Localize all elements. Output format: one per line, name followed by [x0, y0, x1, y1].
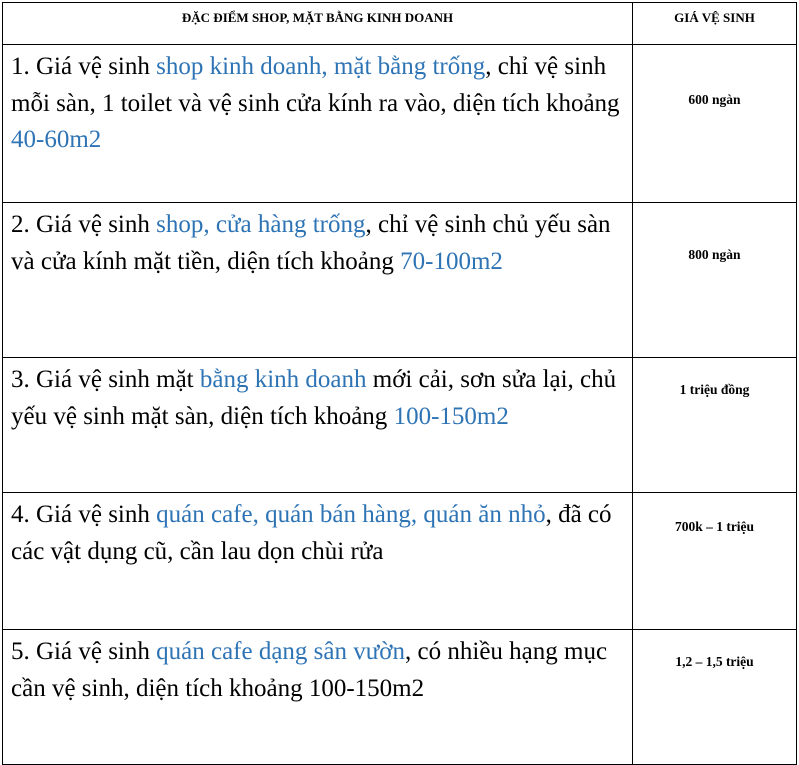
desc-text: mới cải, sơn sửa lại, chủ yếu vệ sinh mặt sàn, diện tích khoảng — [11, 366, 617, 430]
desc-highlight: 70-100m2 — [400, 247, 503, 275]
table-header — [3, 3, 797, 45]
row-description — [3, 493, 633, 630]
desc-highlight: quán cafe dạng sân vườn — [156, 638, 406, 665]
price-table — [2, 2, 797, 765]
table-row — [3, 493, 797, 630]
header-price: GIÁ VỆ SINH — [633, 3, 797, 45]
row-price: 800 ngàn — [633, 203, 797, 358]
row-price: 1 triệu đồng — [633, 358, 797, 493]
table-row — [3, 203, 797, 358]
desc-text: 4. Giá vệ sinh — [11, 501, 157, 528]
desc-highlight: 100-150m2 — [393, 402, 509, 430]
desc-text: 3. Giá vệ sinh mặt — [11, 366, 200, 393]
desc-text: , có nhiều hạng mục cần vệ sinh, diện tích khoảng 100-150m2 — [11, 638, 608, 702]
desc-highlight: shop kinh doanh, mặt bằng trống — [156, 53, 486, 80]
table-row — [3, 45, 797, 203]
row-price: 1,2 – 1,5 triệu — [633, 630, 797, 765]
desc-text: 5. Giá vệ sinh — [11, 638, 157, 665]
desc-text: , chỉ vệ sinh mỗi sàn, 1 toilet và vệ sinh cửa kính ra vào, diện tích khoảng — [11, 53, 620, 117]
desc-text: , chỉ vệ sinh chủ yếu sàn và cửa kính mặt tiền, diện tích khoảng — [11, 211, 611, 275]
row-description — [3, 45, 633, 203]
row-description — [3, 630, 633, 765]
header-features: ĐẶC ĐIỂM SHOP, MẶT BẰNG KINH DOANH — [3, 3, 633, 45]
desc-text: , đã có các vật dụng cũ, cần lau dọn chùi rửa — [11, 501, 612, 565]
table-row — [3, 358, 797, 493]
row-description — [3, 358, 633, 493]
desc-text: 1. Giá vệ sinh — [11, 53, 157, 80]
table-row — [3, 630, 797, 765]
row-price: 700k – 1 triệu — [633, 493, 797, 630]
desc-highlight: quán cafe, quán bán hàng, quán ăn nhỏ — [156, 501, 546, 528]
row-description — [3, 203, 633, 358]
row-price: 600 ngàn — [633, 45, 797, 203]
desc-text: 2. Giá vệ sinh — [11, 211, 157, 238]
desc-highlight: bằng kinh doanh — [199, 366, 367, 393]
desc-highlight: shop, cửa hàng trống — [156, 211, 366, 238]
desc-highlight: 40-60m2 — [11, 126, 102, 153]
